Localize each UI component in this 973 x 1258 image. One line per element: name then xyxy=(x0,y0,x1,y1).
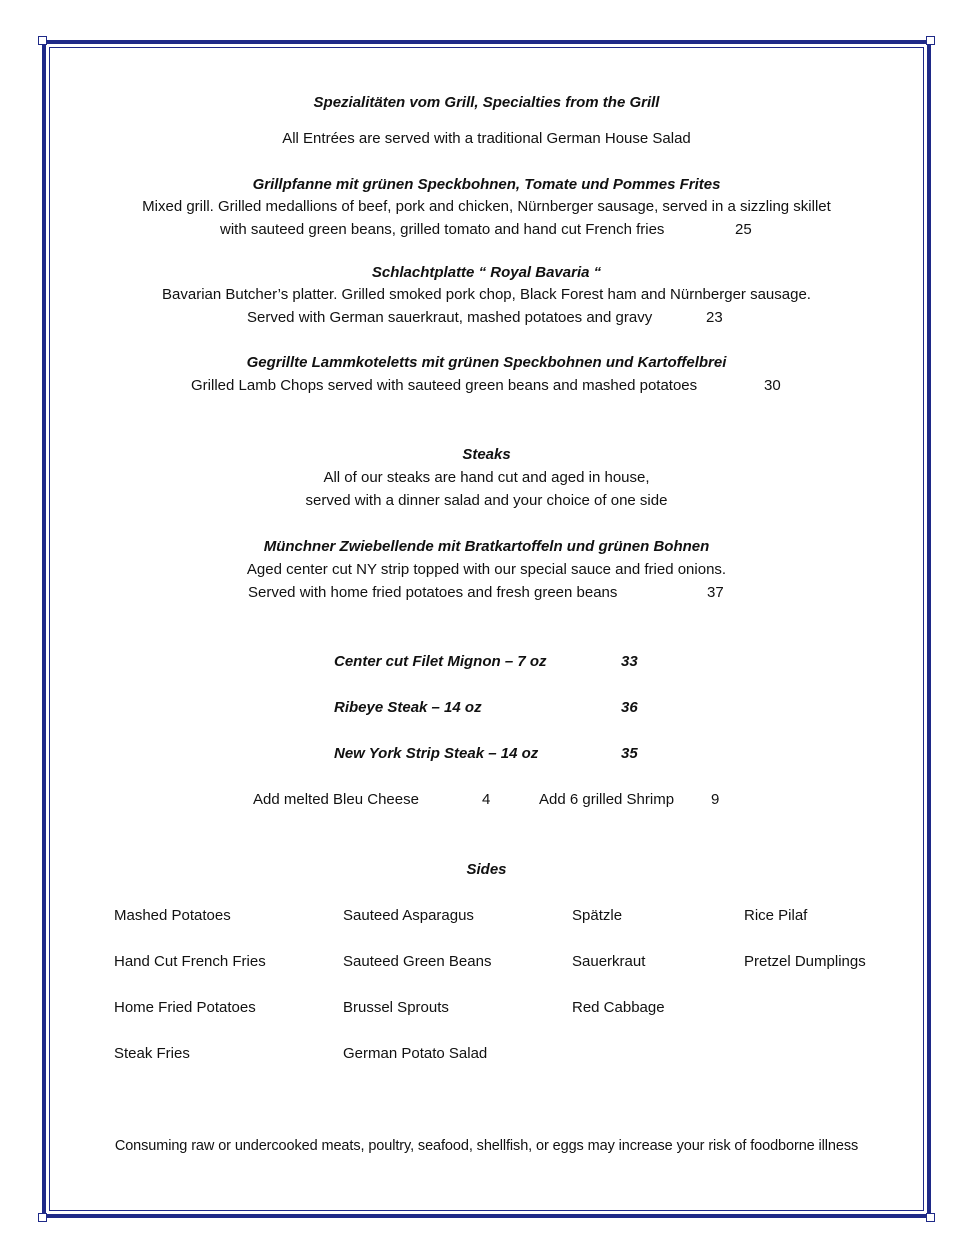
side-item: Sauerkraut xyxy=(572,953,646,970)
grill-heading: Spezialitäten vom Grill, Specialties from the Grill xyxy=(313,94,660,111)
food-safety-disclaimer: Consuming raw or undercooked meats, poultry, seafood, shellfish, or eggs may increase your risk of foodborne illness xyxy=(114,1138,859,1154)
steaks-heading: Steaks xyxy=(462,446,511,463)
grill-item-1-desc-line2: with sauteed green beans, grilled tomato and hand cut French fries xyxy=(220,221,665,238)
grill-item-2-desc-line1: Bavarian Butcher’s platter. Grilled smoked pork chop, Black Forest ham and Nürnberger sausage. xyxy=(162,286,811,303)
side-item: German Potato Salad xyxy=(343,1045,488,1062)
addon-2-price: 9 xyxy=(711,791,720,808)
grill-item-3-name: Gegrillte Lammkoteletts mit grünen Speckbohnen und Kartoffelbrei xyxy=(246,354,727,371)
steak-feature-desc-line2: Served with home fried potatoes and fresh green beans xyxy=(248,584,618,601)
steak-feature-price: 37 xyxy=(707,584,724,601)
side-item: Red Cabbage xyxy=(572,999,665,1016)
grill-item-3-price: 30 xyxy=(764,377,781,394)
side-item: Pretzel Dumplings xyxy=(744,953,866,970)
steak-feature-desc-line1: Aged center cut NY strip topped with our special sauce and fried onions. xyxy=(246,561,727,578)
side-item: Sauteed Green Beans xyxy=(343,953,492,970)
corner-ornament-top-left xyxy=(38,36,47,45)
side-item: Brussel Sprouts xyxy=(343,999,449,1016)
steak-feature-name: Münchner Zwiebellende mit Bratkartoffeln und grünen Bohnen xyxy=(263,538,710,555)
addon-1-price: 4 xyxy=(482,791,491,808)
side-item: Mashed Potatoes xyxy=(114,907,231,924)
addon-2-name: Add 6 grilled Shrimp xyxy=(539,791,675,808)
steaks-note-line1: All of our steaks are hand cut and aged in house, xyxy=(323,469,650,486)
side-item: Rice Pilaf xyxy=(744,907,808,924)
corner-ornament-bottom-right xyxy=(926,1213,935,1222)
steak-cut-1-name: Center cut Filet Mignon – 7 oz xyxy=(334,653,547,670)
corner-ornament-top-right xyxy=(926,36,935,45)
steak-cut-1-price: 33 xyxy=(621,653,638,670)
steak-cut-2-name: Ribeye Steak – 14 oz xyxy=(334,699,482,716)
grill-item-1-desc-line1: Mixed grill. Grilled medallions of beef, pork and chicken, Nürnberger sausage, served in a sizzling skillet xyxy=(142,198,831,215)
side-item: Spätzle xyxy=(572,907,623,924)
grill-item-2-name: Schlachtplatte “ Royal Bavaria “ xyxy=(371,264,602,281)
grill-item-2-desc-line2: Served with German sauerkraut, mashed potatoes and gravy xyxy=(247,309,653,326)
grill-item-1-price: 25 xyxy=(735,221,752,238)
steak-cut-2-price: 36 xyxy=(621,699,638,716)
addon-1-name: Add melted Bleu Cheese xyxy=(253,791,419,808)
corner-ornament-bottom-left xyxy=(38,1213,47,1222)
grill-item-3-desc: Grilled Lamb Chops served with sauteed green beans and mashed potatoes xyxy=(191,377,698,394)
sides-heading: Sides xyxy=(466,861,507,878)
steak-cut-3-price: 35 xyxy=(621,745,638,762)
side-item: Steak Fries xyxy=(114,1045,190,1062)
steak-cut-3-name: New York Strip Steak – 14 oz xyxy=(334,745,539,762)
grill-item-2-price: 23 xyxy=(706,309,723,326)
side-item: Sauteed Asparagus xyxy=(343,907,474,924)
grill-item-1-name: Grillpfanne mit grünen Speckbohnen, Tomate und Pommes Frites xyxy=(252,176,721,193)
grill-note: All Entrées are served with a traditional German House Salad xyxy=(282,130,691,147)
steaks-note-line2: served with a dinner salad and your choice of one side xyxy=(305,492,668,509)
side-item: Hand Cut French Fries xyxy=(114,953,266,970)
side-item: Home Fried Potatoes xyxy=(114,999,256,1016)
